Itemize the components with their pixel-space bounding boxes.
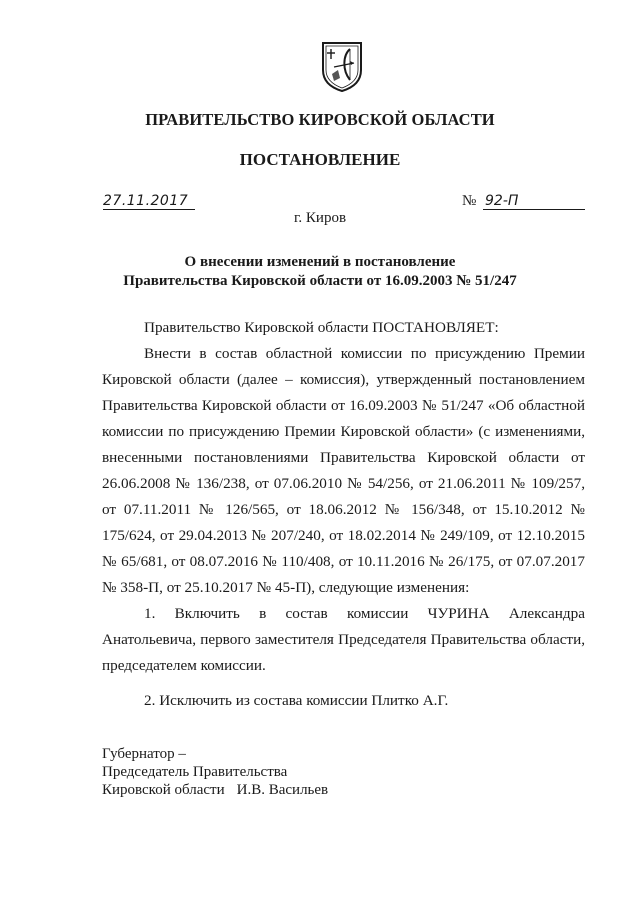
decree-line: Правительство Кировской области ПОСТАНОВЛЯЕТ:: [144, 319, 499, 336]
signature-line-3: Кировской области: [102, 782, 225, 798]
item-2: 2. Исключить из состава комиссии Плитко А.Г.: [144, 692, 449, 709]
signer-name: И.В. Васильев: [236, 782, 329, 798]
intro-paragraph: Внести в состав областной комиссии по присуждению Премии Кировской области (далее – комиссия), утвержденный постановлением Правительства Кировской области от 16.09.2003 № 51/247 «Об областной комиссии по присуждению Премии Кировской области» (с изменениями, внесенными постановлениями Правительства Кировской области от 26.06.2008 № 136/238, от 07.06.2010 № 54/256, от 21.06.2011 № 109/257, от 07.11.2011 № 126/565, от 18.06.2012 № 156/348, от 15.10.2012 № 175/624, от 29.04.2013 № 207/240, от 18.02.2014 № 249/109, от 12.10.2015 № 65/681, от 08.07.2016 № 110/408, от 10.11.2016 № 26/175, от 07.07.2017 № 358-П, от 25.10.2017 № 45-П), следующие изменения:: [102, 345, 585, 596]
item-1: 1. Включить в состав комиссии ЧУРИНА Александра Анатольевича, первого заместителя Председателя Правительства области, председателем комиссии.: [102, 605, 585, 674]
document-type: ПОСТАНОВЛЕНИЕ: [239, 150, 401, 169]
signature-line-3-wrap: [102, 781, 328, 799]
document-subject: [0, 253, 640, 291]
organization-title: ПРАВИТЕЛЬСТВО КИРОВСКОЙ ОБЛАСТИ: [145, 110, 495, 129]
signature-line-2: Председатель Правительства: [102, 764, 288, 780]
document-number: 92-П: [483, 193, 585, 210]
subject-line-1: О внесении изменений в постановление: [184, 254, 456, 270]
document-body: [102, 315, 585, 714]
city: г. Киров: [293, 210, 347, 226]
number-label: №: [462, 193, 477, 209]
document-date: 27.11.2017: [103, 193, 195, 210]
subject-line-2: Правительства Кировской области от 16.09.2003 № 51/247: [123, 273, 517, 289]
kirov-coat-of-arms-icon: [320, 40, 364, 92]
signature-line-1: Губернатор –: [102, 746, 186, 762]
signature-block: [102, 745, 328, 799]
